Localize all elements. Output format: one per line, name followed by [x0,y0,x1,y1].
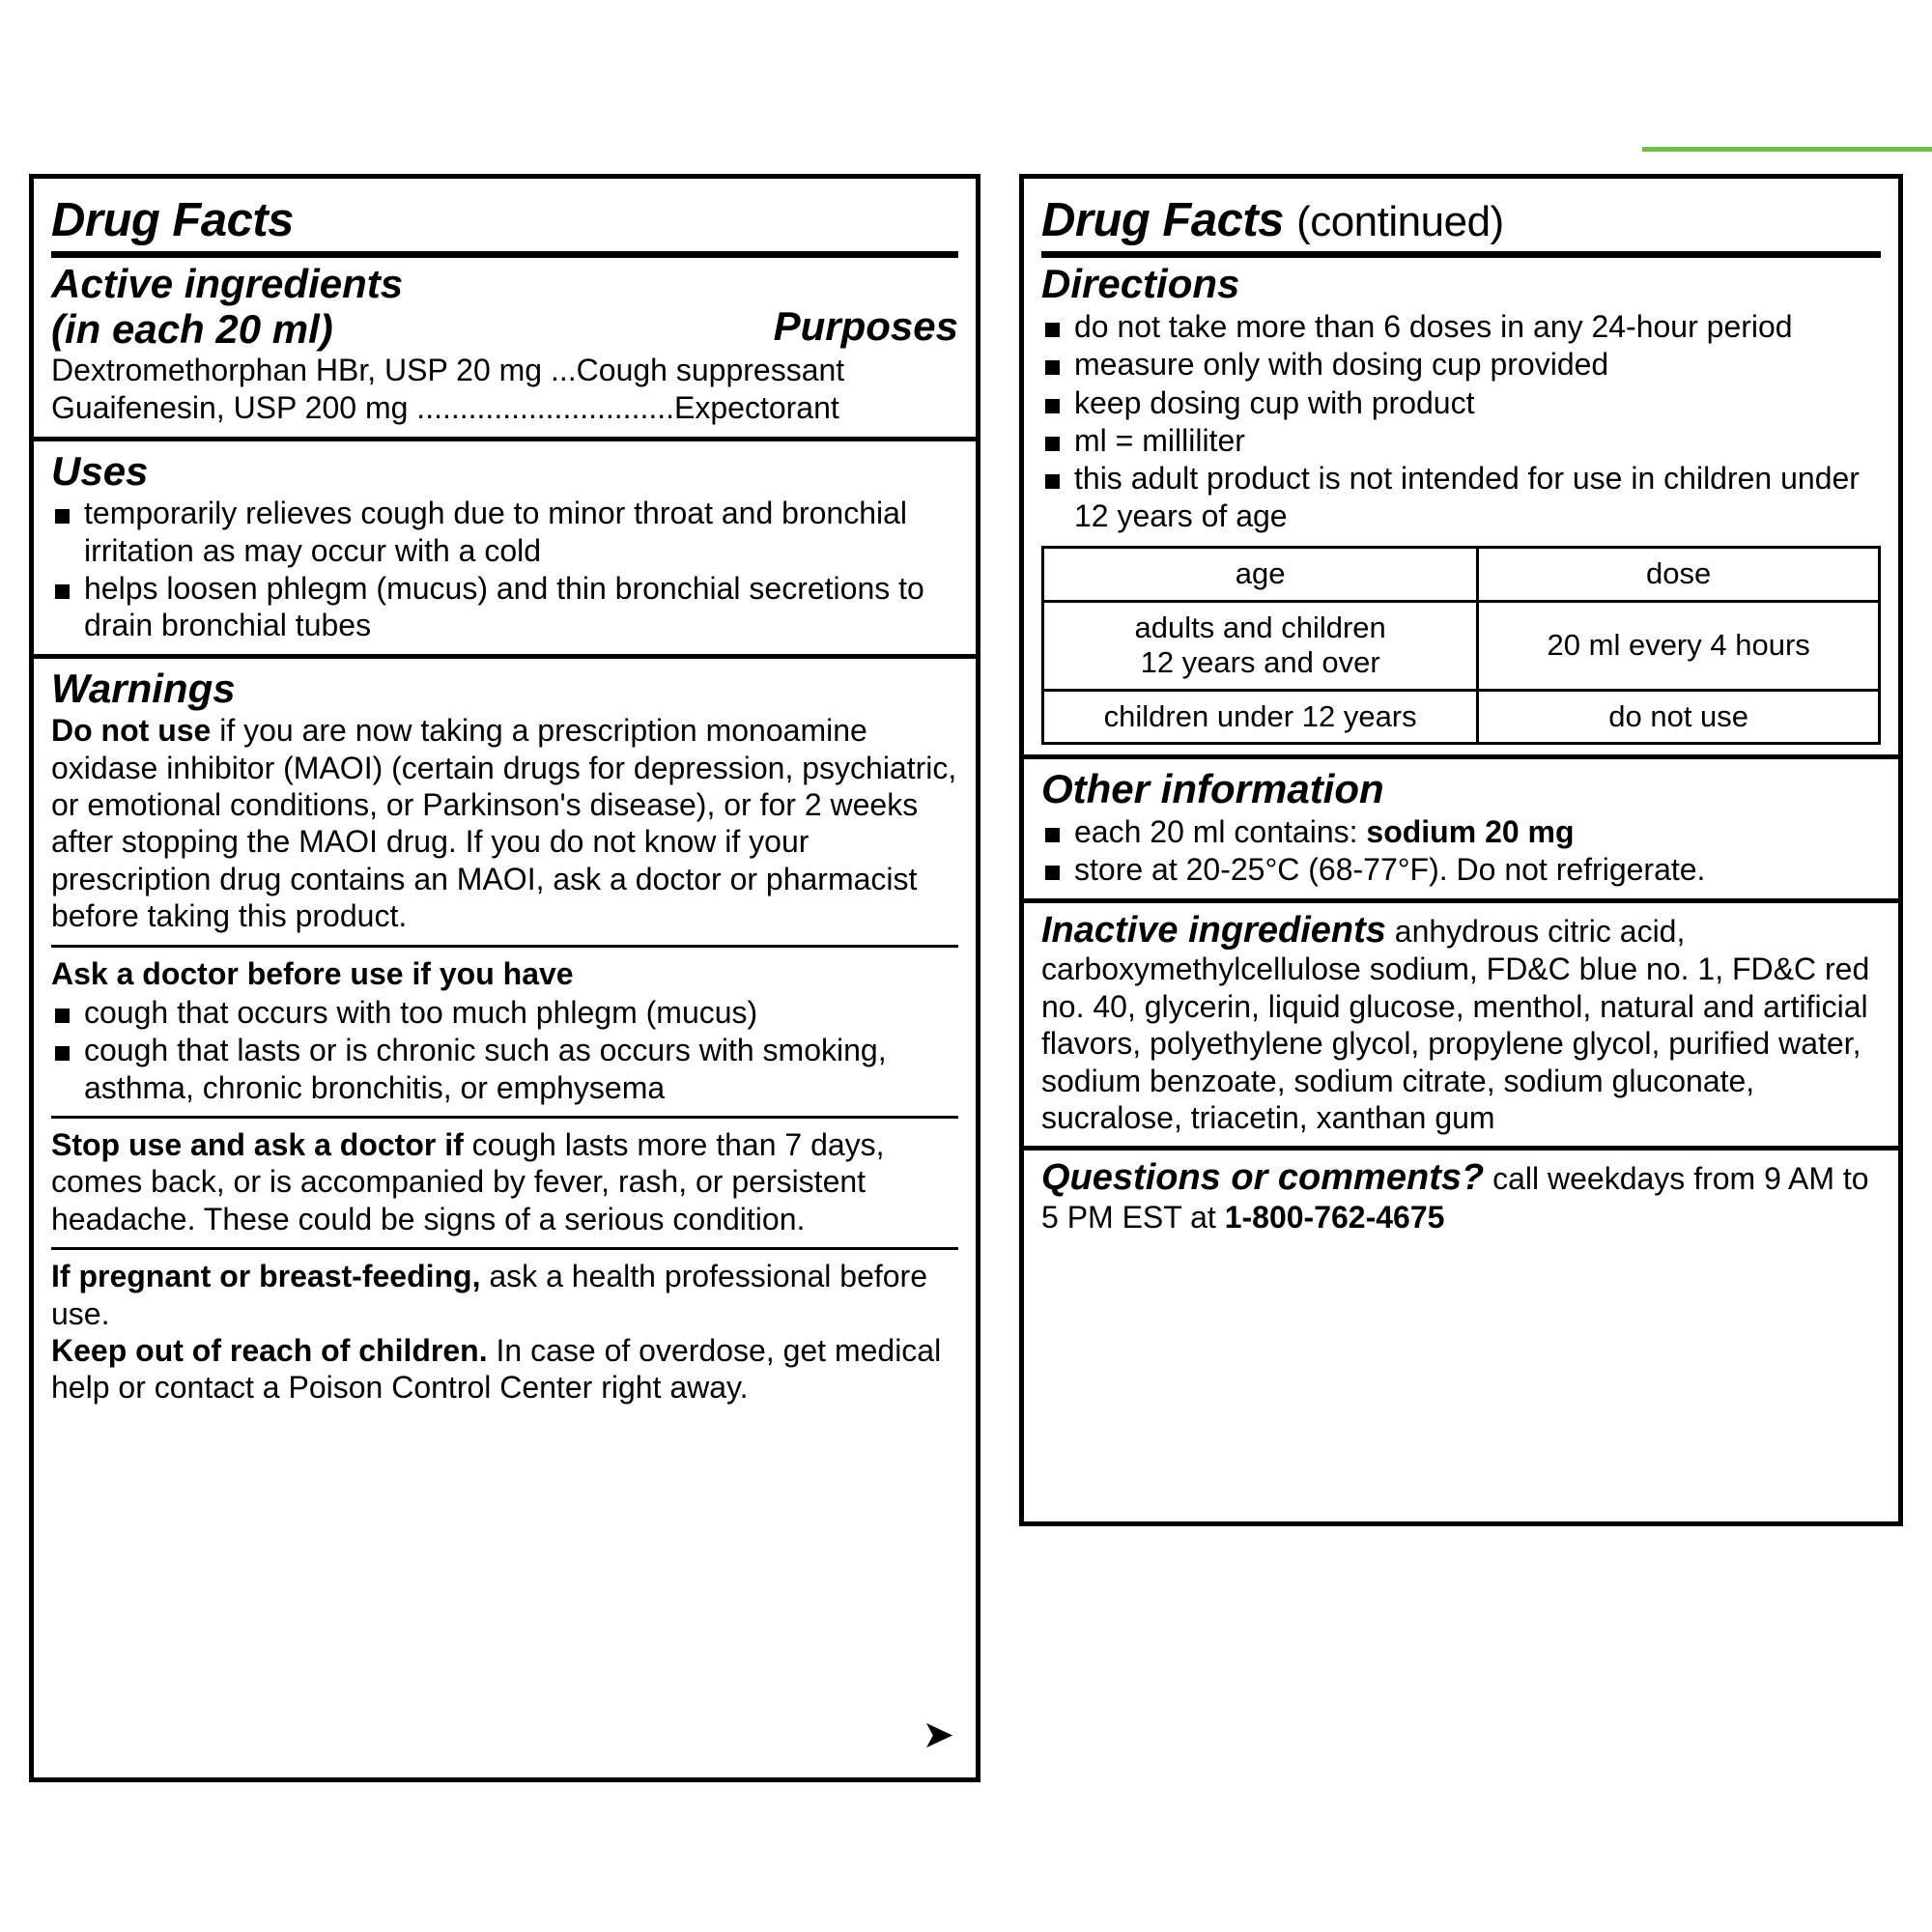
questions-heading: Questions or comments? [1041,1157,1485,1199]
uses-heading: Uses [51,447,149,494]
uses-list [51,495,958,644]
section-divider [34,654,976,659]
list-item: store at 20-25°C (68-77°F). Do not refrigerate. [1041,851,1881,888]
pregnancy-paragraph [51,1258,958,1332]
other-information-heading: Other information [1041,766,1384,812]
questions-paragraph [1041,1158,1881,1236]
keep-out-label: Keep out of reach of children. [51,1333,488,1369]
other-info-text: each 20 ml contains: [1074,813,1367,849]
page-title-text: Drug Facts [1041,194,1284,246]
active-ingredient-row: Dextromethorphan HBr, USP 20 mg ...Cough suppressant [51,352,845,387]
stop-use-text: cough lasts more than 7 days, comes back, or is accompanied by fever, rash, or persistent headache. These could be signs of a serious condition. [51,1127,885,1236]
pregnancy-text: ask a health professional before use. [51,1259,927,1331]
do-not-use-paragraph [51,712,958,934]
list-item: helps loosen phlegm (mucus) and thin bronchial secretions to drain bronchial tubes [51,570,958,644]
ask-doctor-label: Ask a doctor before use if you have [51,955,574,991]
inactive-ingredients-text: anhydrous citric acid, carboxymethylcellulose sodium, FD&C blue no. 1, FD&C red no. 40, glycerin, liquid glucose, menthol, natural and artificial flavors, polyethylene glycol, propylene glycol, purified water, sodium benzoate, sodium citrate, sodium gluconate, sucralose, triacetin, xanthan gum [1041,913,1870,1135]
green-accent-rule [1642,147,1932,152]
list-item: cough that lasts or is chronic such as occurs with smoking, asthma, chronic bronchitis, or emphysema [51,1032,958,1106]
table-header-row [1043,548,1880,602]
active-ingredients-header [51,262,958,351]
continued-arrow-icon: ➤ [922,1714,954,1756]
list-item: this adult product is not intended for use in children under 12 years of age [1041,460,1881,534]
stop-use-label: Stop use and ask a doctor if [51,1127,464,1163]
inactive-ingredients-paragraph [1041,911,1881,1137]
warnings-divider [51,1247,958,1250]
directions-heading: Directions [1041,261,1240,307]
pregnancy-label: If pregnant or breast-feeding, [51,1259,481,1294]
drug-facts-panel-left [29,174,980,1782]
table-cell-dose: 20 ml every 4 hours [1478,601,1880,690]
purposes-label: Purposes [773,302,958,349]
dosage-table [1041,546,1881,745]
page-title-continued-label: (continued) [1296,198,1504,245]
warnings-divider [51,945,958,948]
active-ingredient-row: Guaifenesin, USP 200 mg ..............................Expectorant [51,389,839,425]
warnings-divider [51,1116,958,1119]
do-not-use-label: Do not use [51,713,212,749]
table-cell-dose: do not use [1478,690,1880,744]
other-info-bold: sodium 20 mg [1366,813,1575,849]
table-cell-age: children under 12 years [1043,690,1478,744]
keep-out-paragraph [51,1332,958,1406]
section-divider [1024,898,1898,903]
list-item: do not take more than 6 doses in any 24-hour period [1041,308,1881,345]
table-cell-age: adults and children 12 years and over [1043,601,1478,690]
section-divider [34,437,976,441]
page-title: Drug Facts [51,194,294,246]
active-ingredients-heading [51,262,403,351]
list-item [1041,813,1881,850]
questions-text: call weekdays from 9 AM to 5 PM EST at [1041,1161,1869,1236]
do-not-use-text: if you are now taking a prescription monoamine oxidase inhibitor (MAOI) (certain drugs for depression, psychiatric, or emotional conditions, or Parkinson's disease), or for 2 weeks after stopping the MAOI drug. If you do not know if your prescription drug contains an MAOI, ask a doctor or pharmacist before taking this product. [51,713,957,934]
table-header-dose: dose [1478,548,1880,602]
section-divider [1024,754,1898,759]
title-rule [1041,251,1881,258]
page-title-continued [1041,196,1881,245]
directions-list [1041,308,1881,534]
inactive-ingredients-heading: Inactive ingredients [1041,909,1386,951]
keep-out-text: In case of overdose, get medical help or contact a Poison Control Center right away. [51,1333,942,1406]
active-ingredients-heading-line2: (in each 20 ml) [51,305,333,352]
title-rule [51,251,958,258]
active-ingredients-heading-line1: Active ingredients [51,261,404,307]
warnings-heading: Warnings [51,665,236,711]
drug-facts-panel-right [1019,174,1903,1526]
stop-use-paragraph [51,1126,958,1237]
list-item: keep dosing cup with product [1041,384,1881,421]
table-row [1043,690,1880,744]
questions-phone: 1-800-762-4675 [1224,1200,1445,1236]
section-divider [1024,1146,1898,1151]
list-item: ml = milliliter [1041,422,1881,459]
list-item: temporarily relieves cough due to minor throat and bronchial irritation as may occur with a cold [51,495,958,569]
list-item: measure only with dosing cup provided [1041,346,1881,383]
table-header-age: age [1043,548,1478,602]
list-item: cough that occurs with too much phlegm (mucus) [51,994,958,1031]
ask-doctor-list [51,994,958,1106]
other-information-list [1041,813,1881,889]
table-row [1043,601,1880,690]
